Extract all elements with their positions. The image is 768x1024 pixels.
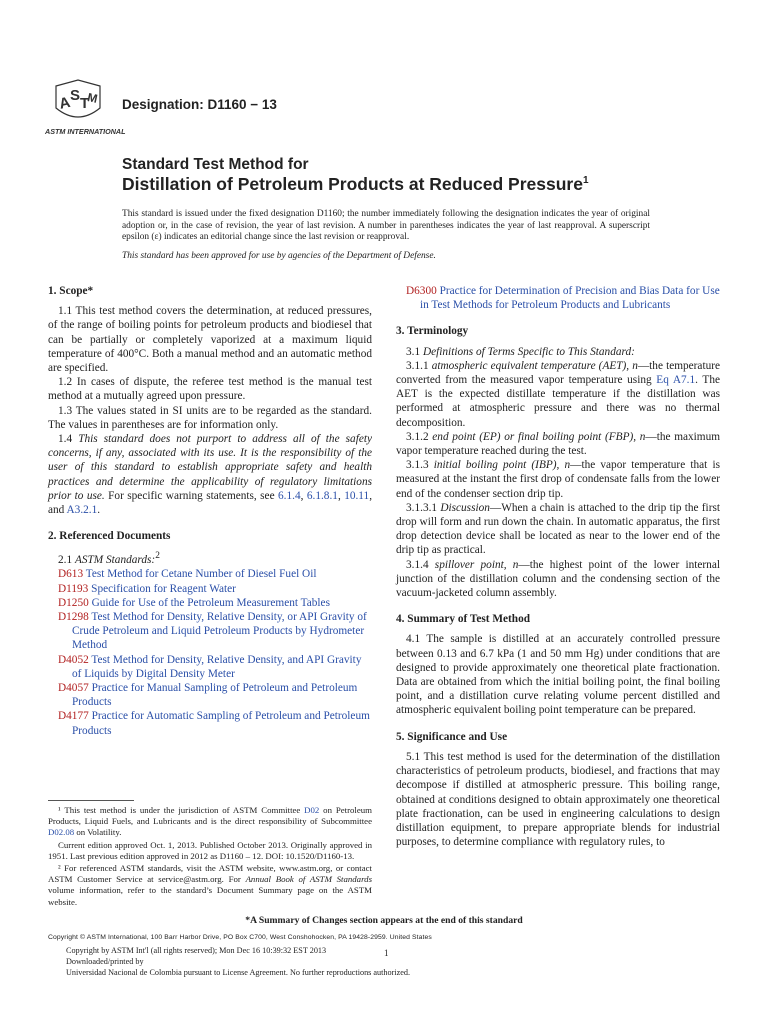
- terminology-para-3-1: 3.1 Definitions of Terms Specific to This Standard:: [406, 345, 635, 358]
- ref-item[interactable]: D4052 Test Method for Density, Relative Density, and API Gravity of Liquids by Digital Density Meter: [58, 653, 362, 680]
- left-column: [48, 284, 372, 738]
- approval-note: This standard has been approved for use by agencies of the Department of Defense.: [122, 251, 436, 261]
- astm-logo-icon: [42, 78, 126, 138]
- link-6-1-4[interactable]: 6.1.4: [278, 489, 301, 502]
- download-line-1: Copyright by ASTM Int'l (all rights reserved); Mon Dec 16 10:39:32 EST 2013: [66, 946, 327, 955]
- page-number: 1: [384, 948, 389, 958]
- svg-text:S: S: [70, 87, 81, 104]
- significance-heading: 5. Significance and Use: [396, 730, 508, 743]
- scope-heading: 1. Scope*: [48, 285, 94, 297]
- ref-item[interactable]: D4177 Practice for Automatic Sampling of Petroleum and Petroleum Products: [58, 710, 370, 737]
- link-d02[interactable]: D02: [304, 805, 320, 815]
- title-text: Distillation of Petroleum Products at Reduced Pressure: [122, 174, 583, 194]
- ref-item[interactable]: D1298 Test Method for Density, Relative Density, or API Gravity of Crude Petroleum and Liquid Petroleum Products by Hydrometer Method: [58, 611, 367, 652]
- ref-item[interactable]: D4057 Practice for Manual Sampling of Petroleum and Petroleum Products: [58, 682, 358, 709]
- scope-para-1-4: 1.4 This standard does not purport to address all of the safety concerns, if any, associated with its use. It is the responsibility of the user of this standard to establish appropriate safety and health practices and determine the applicability of regulatory limitations prior to use. For specific warning statements, see 6.1.4, 6.1.8.1, 10.11, and A3.2.1.: [48, 433, 373, 517]
- ref-item[interactable]: D1193 Specification for Reagent Water: [58, 582, 236, 595]
- logo-text: ASTM INTERNATIONAL: [45, 127, 126, 136]
- link-eq-a7-1[interactable]: Eq A7.1: [656, 374, 696, 387]
- scope-para-1-1: 1.1 This test method covers the determination, at reduced pressures, of the range of boiling points for petroleum products and biodiesel that can be partially or completely vaporized at a maximum liquid temperature of 400°C. Both a manual method and an automatic method are specified.: [48, 305, 372, 375]
- ref-item[interactable]: D6300 Practice for Determination of Precision and Bias Data for Use in Test Methods for Petroleum Products and Lubricants: [406, 285, 720, 312]
- footnotes: [48, 800, 372, 909]
- terminology-para-3-1-2: 3.1.2 end point (EP) or final boiling point (FBP), n—the maximum vapor temperature reached during the test.: [396, 430, 721, 458]
- scope-para-1-2: 1.2 In cases of dispute, the referee test method is the manual test method at a mutually agreed upon pressure.: [48, 376, 372, 403]
- svg-text:M: M: [86, 90, 99, 106]
- title-footnote-ref[interactable]: 1: [582, 175, 589, 187]
- link-10-11[interactable]: 10.11: [344, 489, 370, 502]
- designation-label: Designation: D1160 − 13: [122, 97, 277, 112]
- summary-heading: 4. Summary of Test Method: [396, 613, 530, 626]
- scope-para-1-3: 1.3 The values stated in SI units are to be regarded as the standard. The values in parentheses are for information only.: [48, 404, 372, 431]
- right-column: [396, 284, 720, 849]
- link-d02-08[interactable]: D02.08: [48, 827, 75, 838]
- link-a3-2-1[interactable]: A3.2.1: [66, 504, 98, 517]
- download-line-3: Universidad Nacional de Colombia pursuant to License Agreement. No further reproductions authorized.: [66, 968, 410, 978]
- ref-item[interactable]: D613 Test Method for Cetane Number of Diesel Fuel Oil: [58, 568, 317, 581]
- terminology-para-3-1-4: 3.1.4 spillover point, n—the highest point of the lower internal junction of the distillation column and the condensing section of the vacuum-jacketed column assembly.: [396, 558, 720, 600]
- issue-note: This standard is issued under the fixed designation D1160; the number immediately following the designation indicates the year of original adoption or, in the case of revision, the year of last revision. A number in parentheses indicates the year of last reapproval. A superscript epsilon (ε) indicates an editorial change since the last revision or reapproval.: [122, 209, 650, 243]
- link-6-1-8-1[interactable]: 6.1.8.1: [306, 489, 338, 502]
- summary-para-4-1: 4.1 The sample is distilled at an accurately controlled pressure between 0.13 and 6.7 kPa (1 and 50 mm Hg) under conditions that are designed to provide approximately one theoretical plate fractionation. Data are obtained from which the initial boiling point, the final boiling point, and a distillation curve relating volume percent distilled and atmospheric equivalent boiling point temperature can be prepared.: [396, 633, 720, 717]
- download-notice: [66, 945, 410, 979]
- ref-item[interactable]: D1250 Guide for Use of the Petroleum Measurement Tables: [58, 596, 330, 609]
- footnote-1-edition: Current edition approved Oct. 1, 2013. Published October 2013. Originally approved in 1951. Last previous edition approved in 2012 as D1160 – 12. DOI: 10.1520/D1160-13.: [48, 839, 372, 861]
- copyright-line: Copyright © ASTM International, 100 Barr Harbor Drive, PO Box C700, West Conshohocken, PA 19428-2959. United States: [48, 934, 432, 941]
- terminology-para-3-1-3: 3.1.3 initial boiling point (IBP), n—the vapor temperature that is measured at the instant the first drop of condensate falls from the lower end of the condenser section drip tip.: [396, 459, 720, 500]
- terminology-para-3-1-3-1: 3.1.3.1 Discussion—When a chain is attached to the drip tip the first drop will form and run down the chain. In automatic apparatus, the first drop detection device shall be located as near to the lower end of the drip tip as practical.: [396, 501, 720, 557]
- astm-standards-label: 2.1 ASTM Standards:$^2$: [58, 551, 160, 567]
- summary-of-changes-note: *A Summary of Changes section appears at the end of this standard: [245, 915, 523, 926]
- footnote-1: ¹ This test method is under the jurisdiction of ASTM Committee D02 on Petroleum Products, Liquid Fuels, and Lubricants and is the direct responsibility of Subcommittee D02.08 on Volatility.: [48, 805, 372, 838]
- download-line-2: Downloaded/printed by: [66, 957, 144, 967]
- referenced-documents-heading: 2. Referenced Documents: [48, 530, 171, 543]
- footnote-2: ² For referenced ASTM standards, visit the ASTM website, www.astm.org, or contact ASTM Customer Service at service@astm.org. For Annual Book of ASTM Standards volume information, refer to the standard’s Document Summary page on the ASTM website.: [48, 863, 372, 907]
- document-title-line2: [122, 174, 589, 195]
- footnote-divider: [48, 800, 134, 801]
- footnote-2-ref[interactable]: 2: [155, 551, 160, 562]
- svg-text:T: T: [80, 95, 90, 112]
- terminology-heading: 3. Terminology: [396, 325, 469, 338]
- terminology-para-3-1-1: 3.1.1 atmospheric equivalent temperature (AET), n—the temperature converted from the measured vapor temperature using Eq A7.1. The AET is the expected distillate temperature if the distillation was performed at atmospheric pressure and there was no thermal decomposition.: [396, 359, 721, 429]
- significance-para-5-1: 5.1 This test method is used for the determination of the distillation characteristics of petroleum products, biodiesel, and fractions that may decompose if distilled at atmospheric pressure. This boiling range, obtained at conditions designed to obtain approximately one theoretical plate fractionation, can be used in engineering calculations to design distillation equipment, to prepare appropriate blends for industrial purposes, to determine compliance with regulatory rules, to: [396, 750, 720, 849]
- svg-text:A: A: [57, 93, 72, 113]
- document-title-line1: Standard Test Method for: [122, 156, 309, 173]
